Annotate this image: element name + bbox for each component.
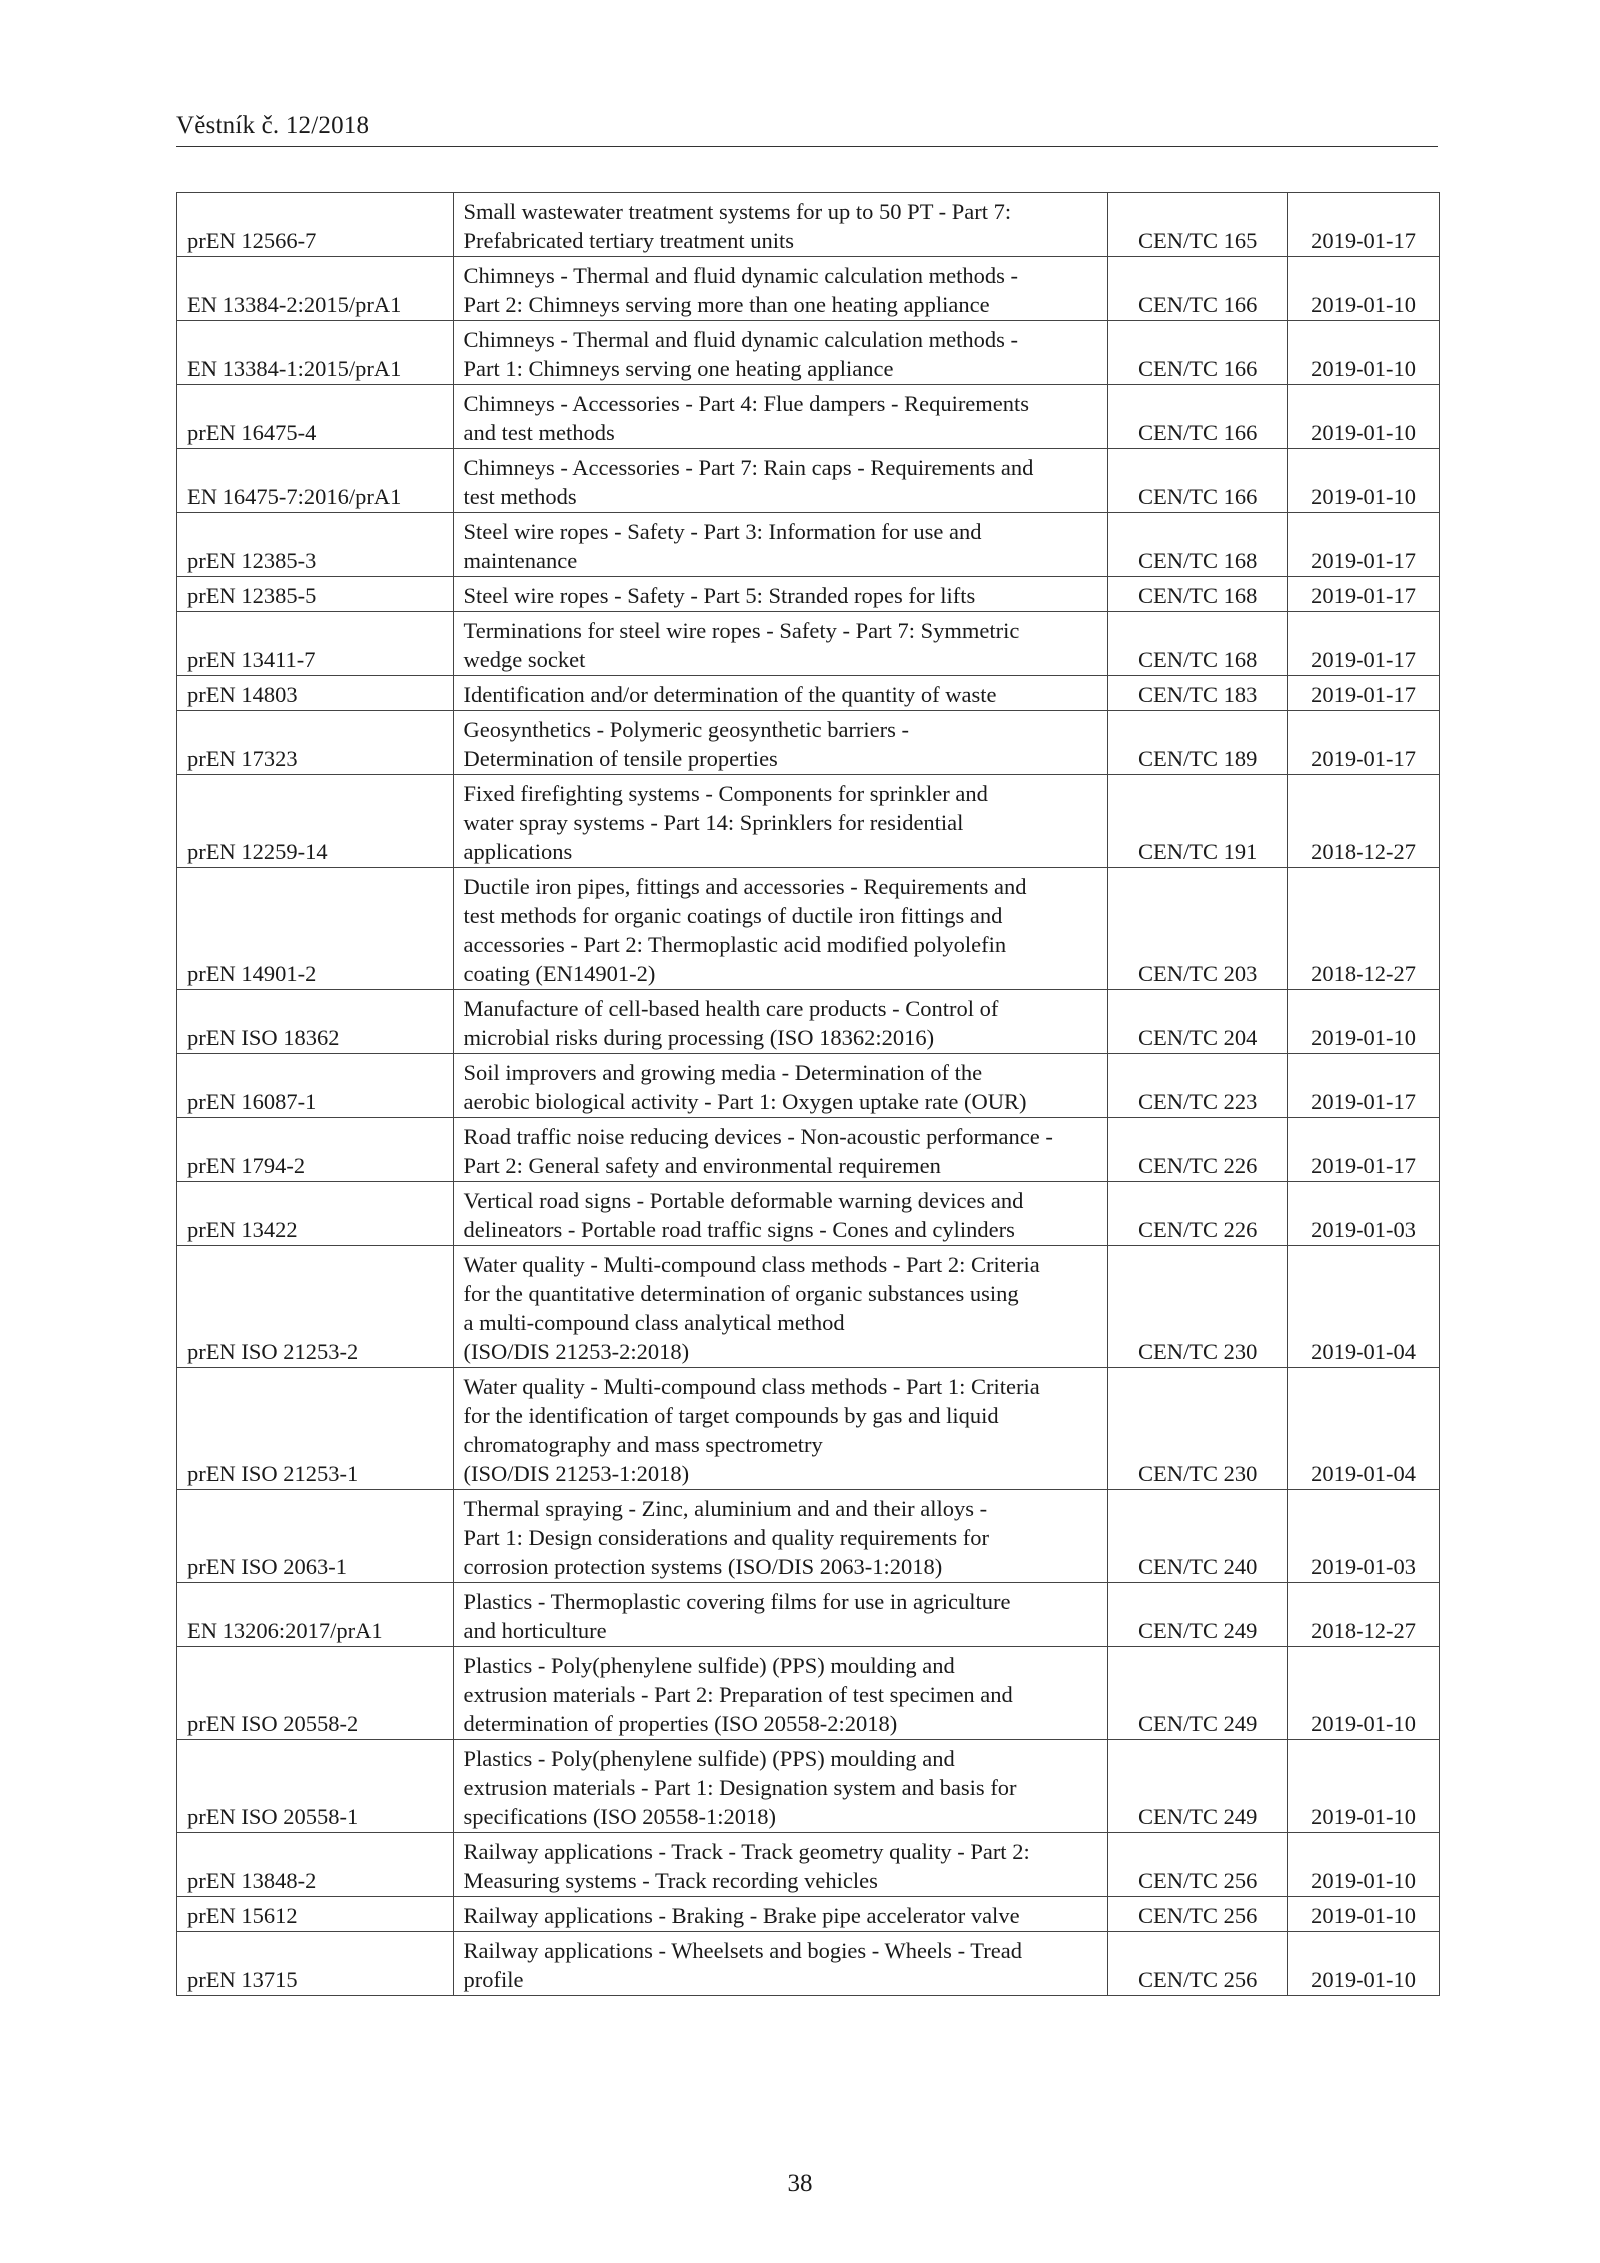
standard-code: prEN 12566-7: [177, 193, 454, 257]
standard-code: prEN ISO 21253-2: [177, 1246, 454, 1368]
technical-committee: CEN/TC 249: [1108, 1647, 1288, 1740]
standard-title: Vertical road signs - Portable deformable warning devices and delineators - Portable road traffic signs - Cones and cylinders: [453, 1182, 1108, 1246]
technical-committee: CEN/TC 249: [1108, 1740, 1288, 1833]
table-row: [177, 775, 1440, 868]
table-row: [177, 385, 1440, 449]
deadline-date: 2018-12-27: [1288, 868, 1440, 990]
technical-committee: CEN/TC 166: [1108, 321, 1288, 385]
standards-table-body: [177, 193, 1440, 1996]
table-row: [177, 868, 1440, 990]
standard-code: prEN 12385-3: [177, 513, 454, 577]
standard-code: prEN 13422: [177, 1182, 454, 1246]
technical-committee: CEN/TC 256: [1108, 1833, 1288, 1897]
deadline-date: 2019-01-10: [1288, 449, 1440, 513]
standard-title: Terminations for steel wire ropes - Safety - Part 7: Symmetric wedge socket: [453, 612, 1108, 676]
standard-code: prEN 12259-14: [177, 775, 454, 868]
standard-title: Chimneys - Accessories - Part 4: Flue dampers - Requirements and test methods: [453, 385, 1108, 449]
deadline-date: 2019-01-10: [1288, 1932, 1440, 1996]
standard-code: prEN ISO 2063-1: [177, 1490, 454, 1583]
deadline-date: 2019-01-17: [1288, 513, 1440, 577]
deadline-date: 2019-01-17: [1288, 1054, 1440, 1118]
standard-title: Fixed firefighting systems - Components for sprinkler and water spray systems - Part 14: Sprinklers for residential applications: [453, 775, 1108, 868]
standard-title: Steel wire ropes - Safety - Part 5: Stranded ropes for lifts: [453, 577, 1108, 612]
table-row: [177, 1246, 1440, 1368]
table-row: [177, 1182, 1440, 1246]
standard-code: prEN 1794-2: [177, 1118, 454, 1182]
deadline-date: 2019-01-03: [1288, 1182, 1440, 1246]
standard-title: Railway applications - Wheelsets and bogies - Wheels - Tread profile: [453, 1932, 1108, 1996]
deadline-date: 2019-01-17: [1288, 1118, 1440, 1182]
technical-committee: CEN/TC 189: [1108, 711, 1288, 775]
deadline-date: 2019-01-10: [1288, 1897, 1440, 1932]
standard-code: prEN 13848-2: [177, 1833, 454, 1897]
standard-code: prEN 17323: [177, 711, 454, 775]
table-row: [177, 1118, 1440, 1182]
standard-code: prEN 15612: [177, 1897, 454, 1932]
page-header: [176, 112, 1438, 147]
standards-table: [176, 192, 1440, 1996]
technical-committee: CEN/TC 249: [1108, 1583, 1288, 1647]
standard-code: prEN 14803: [177, 676, 454, 711]
standard-title: Chimneys - Thermal and fluid dynamic calculation methods - Part 1: Chimneys serving one heating appliance: [453, 321, 1108, 385]
standard-code: EN 13384-2:2015/prA1: [177, 257, 454, 321]
standard-title: Manufacture of cell-based health care products - Control of microbial risks during processing (ISO 18362:2016): [453, 990, 1108, 1054]
deadline-date: 2019-01-10: [1288, 990, 1440, 1054]
standard-title: Plastics - Poly(phenylene sulfide) (PPS) moulding and extrusion materials - Part 1: Designation system and basis for specifications (ISO 20558-1:2018): [453, 1740, 1108, 1833]
table-row: [177, 1932, 1440, 1996]
standard-title: Water quality - Multi-compound class methods - Part 2: Criteria for the quantitative determination of organic substances using a multi-compound class analytical method (ISO/DIS 21253-2:2018): [453, 1246, 1108, 1368]
page-number: 38: [787, 2170, 813, 2197]
standard-code: EN 13206:2017/prA1: [177, 1583, 454, 1647]
standard-code: prEN 13411-7: [177, 612, 454, 676]
table-row: [177, 711, 1440, 775]
technical-committee: CEN/TC 256: [1108, 1897, 1288, 1932]
table-row: [177, 1740, 1440, 1833]
standard-title: Steel wire ropes - Safety - Part 3: Information for use and maintenance: [453, 513, 1108, 577]
table-row: [177, 1833, 1440, 1897]
table-row: [177, 449, 1440, 513]
table-row: [177, 1583, 1440, 1647]
journal-title: Věstník č. 12/2018: [176, 112, 370, 139]
deadline-date: 2019-01-17: [1288, 676, 1440, 711]
deadline-date: 2018-12-27: [1288, 775, 1440, 868]
technical-committee: CEN/TC 166: [1108, 257, 1288, 321]
deadline-date: 2019-01-04: [1288, 1246, 1440, 1368]
technical-committee: CEN/TC 183: [1108, 676, 1288, 711]
deadline-date: 2019-01-10: [1288, 321, 1440, 385]
standard-title: Road traffic noise reducing devices - Non-acoustic performance - Part 2: General safety and environmental requiremen: [453, 1118, 1108, 1182]
standard-code: prEN ISO 21253-1: [177, 1368, 454, 1490]
technical-committee: CEN/TC 168: [1108, 513, 1288, 577]
standard-title: Plastics - Poly(phenylene sulfide) (PPS) moulding and extrusion materials - Part 2: Preparation of test specimen and determination of properties (ISO 20558-2:2018): [453, 1647, 1108, 1740]
deadline-date: 2019-01-10: [1288, 1833, 1440, 1897]
deadline-date: 2019-01-17: [1288, 612, 1440, 676]
table-row: [177, 1054, 1440, 1118]
standard-code: prEN 14901-2: [177, 868, 454, 990]
technical-committee: CEN/TC 256: [1108, 1932, 1288, 1996]
standard-code: prEN 12385-5: [177, 577, 454, 612]
table-row: [177, 513, 1440, 577]
table-row: [177, 257, 1440, 321]
standard-title: Thermal spraying - Zinc, aluminium and and their alloys - Part 1: Design considerations and quality requirements for corrosion protection systems (ISO/DIS 2063-1:2018): [453, 1490, 1108, 1583]
standard-title: Ductile iron pipes, fittings and accessories - Requirements and test methods for organic coatings of ductile iron fittings and accessories - Part 2: Thermoplastic acid modified polyolefin coating (EN14901-2): [453, 868, 1108, 990]
standard-code: prEN ISO 18362: [177, 990, 454, 1054]
table-row: [177, 193, 1440, 257]
standard-title: Railway applications - Braking - Brake pipe accelerator valve: [453, 1897, 1108, 1932]
standard-code: prEN ISO 20558-1: [177, 1740, 454, 1833]
technical-committee: CEN/TC 230: [1108, 1246, 1288, 1368]
standard-title: Chimneys - Accessories - Part 7: Rain caps - Requirements and test methods: [453, 449, 1108, 513]
technical-committee: CEN/TC 165: [1108, 193, 1288, 257]
standard-code: prEN 16087-1: [177, 1054, 454, 1118]
standard-title: Small wastewater treatment systems for up to 50 PT - Part 7: Prefabricated tertiary treatment units: [453, 193, 1108, 257]
technical-committee: CEN/TC 240: [1108, 1490, 1288, 1583]
deadline-date: 2019-01-10: [1288, 1740, 1440, 1833]
table-row: [177, 321, 1440, 385]
deadline-date: 2019-01-04: [1288, 1368, 1440, 1490]
technical-committee: CEN/TC 204: [1108, 990, 1288, 1054]
technical-committee: CEN/TC 230: [1108, 1368, 1288, 1490]
table-row: [177, 1490, 1440, 1583]
standard-code: EN 13384-1:2015/prA1: [177, 321, 454, 385]
table-row: [177, 990, 1440, 1054]
deadline-date: 2019-01-17: [1288, 577, 1440, 612]
deadline-date: 2018-12-27: [1288, 1583, 1440, 1647]
technical-committee: CEN/TC 191: [1108, 775, 1288, 868]
standard-title: Identification and/or determination of the quantity of waste: [453, 676, 1108, 711]
technical-committee: CEN/TC 223: [1108, 1054, 1288, 1118]
table-row: [177, 1368, 1440, 1490]
deadline-date: 2019-01-03: [1288, 1490, 1440, 1583]
table-row: [177, 1647, 1440, 1740]
deadline-date: 2019-01-17: [1288, 193, 1440, 257]
standard-code: prEN ISO 20558-2: [177, 1647, 454, 1740]
standard-title: Chimneys - Thermal and fluid dynamic calculation methods - Part 2: Chimneys serving more than one heating appliance: [453, 257, 1108, 321]
standard-code: prEN 16475-4: [177, 385, 454, 449]
deadline-date: 2019-01-10: [1288, 1647, 1440, 1740]
technical-committee: CEN/TC 168: [1108, 577, 1288, 612]
technical-committee: CEN/TC 226: [1108, 1182, 1288, 1246]
technical-committee: CEN/TC 203: [1108, 868, 1288, 990]
table-row: [177, 612, 1440, 676]
deadline-date: 2019-01-10: [1288, 385, 1440, 449]
technical-committee: CEN/TC 166: [1108, 385, 1288, 449]
standard-title: Water quality - Multi-compound class methods - Part 1: Criteria for the identification of target compounds by gas and liquid chromatography and mass spectrometry (ISO/DIS 21253-1:2018): [453, 1368, 1108, 1490]
table-row: [177, 1897, 1440, 1932]
standard-title: Geosynthetics - Polymeric geosynthetic barriers - Determination of tensile properties: [453, 711, 1108, 775]
standard-title: Railway applications - Track - Track geometry quality - Part 2: Measuring systems - Track recording vehicles: [453, 1833, 1108, 1897]
table-row: [177, 577, 1440, 612]
deadline-date: 2019-01-17: [1288, 711, 1440, 775]
technical-committee: CEN/TC 166: [1108, 449, 1288, 513]
deadline-date: 2019-01-10: [1288, 257, 1440, 321]
standard-code: EN 16475-7:2016/prA1: [177, 449, 454, 513]
standard-code: prEN 13715: [177, 1932, 454, 1996]
standard-title: Plastics - Thermoplastic covering films for use in agriculture and horticulture: [453, 1583, 1108, 1647]
technical-committee: CEN/TC 168: [1108, 612, 1288, 676]
standard-title: Soil improvers and growing media - Determination of the aerobic biological activity - Part 1: Oxygen uptake rate (OUR): [453, 1054, 1108, 1118]
technical-committee: CEN/TC 226: [1108, 1118, 1288, 1182]
table-row: [177, 676, 1440, 711]
